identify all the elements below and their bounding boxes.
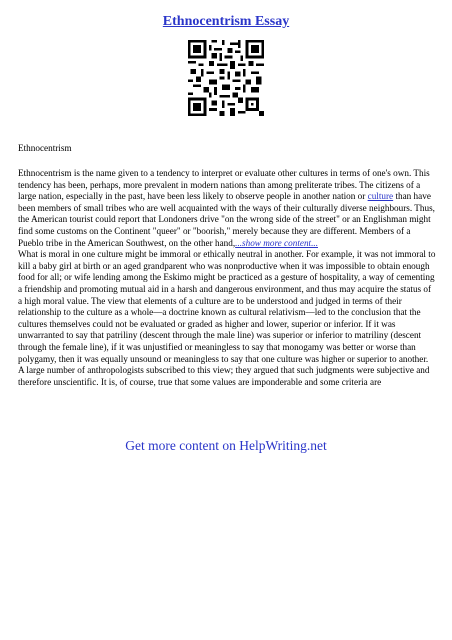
p1-text-end: than have been members of small tribes who are well acquainted with the ways of their culturally diverse neighbours. Thus, the American tourist could report that Londoners drive "on the wrong side of the street" or an Englishman might find some customs on the Continent "queer" or "boorish," merely because they are different. Members of a Pueblo tribe in the American Southwest, on the other hand, bbox=[18, 191, 435, 248]
title-link[interactable]: Ethnocentrism Essay bbox=[162, 14, 290, 29]
paragraph-2: What is moral in one culture might be immoral or ethically neutral in another. For example, it was not immoral to kill a baby girl at birth or an aged grandparent who was nonproductive when it was impossible to obtain enough food for all; or wife lending among the Eskimo might be practiced as a gesture of hospitality, a way of cementing a friendship and promoting mutual aid in a harsh and dangerous environment, and thus may acquire the status of a high moral value. The view that elements of a culture are to be understood and judged in terms of their relationship to the culture as a whole—a doctrine known as cultural relativism—led to the conclusion that the cultures themselves could not be evaluated or graded as higher and lower, superior or inferior. If it was unwarranted to say that patriliny (descent through the male line) was superior or inferior to matriliny (descent through the female line), if it was unjustified or meaningless to say that monogamy was better or worse than polygamy, then it was equally unsound or meaningless to say that one culture was higher or superior to another. A large number of anthropologists subscribed to this view; they argued that such judgments were subjective and therefore unscientific. It is, of course, true that some values are imponderable and some criteria are bbox=[18, 249, 436, 387]
culture-link[interactable]: culture bbox=[367, 191, 394, 202]
footer-cta[interactable] bbox=[0, 438, 452, 454]
page-title[interactable] bbox=[0, 14, 452, 30]
article-body bbox=[18, 168, 436, 388]
section-heading: Ethnocentrism bbox=[18, 143, 72, 153]
paragraph-1 bbox=[18, 168, 436, 249]
qr-code-icon bbox=[188, 40, 264, 116]
show-more-link[interactable]: ...show more content... bbox=[235, 237, 318, 248]
p1-text-start: Ethnocentrism is the name given to a tendency to interpret or evaluate other cultures in terms of one's own. This tendency has been, perhaps, more prevalent in modern nations than among preliterate tribes. The citizens of a large nation, especially in the past, have been less likely to observe people in another nation or bbox=[18, 168, 430, 202]
helpwriting-link[interactable]: Get more content on HelpWriting.net bbox=[125, 438, 327, 453]
